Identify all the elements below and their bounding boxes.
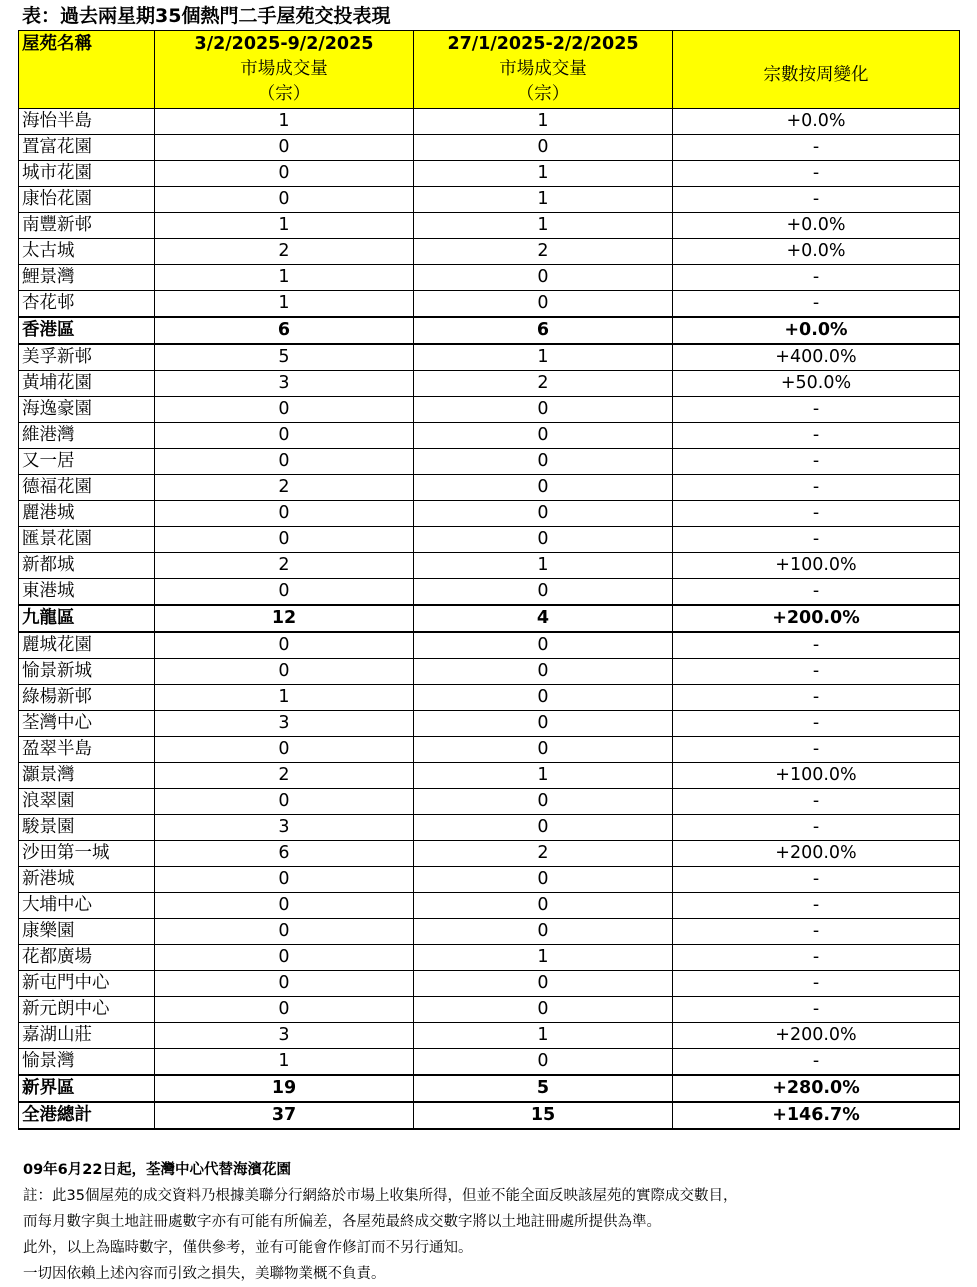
estate-name-cell: 新港城 (19, 867, 155, 893)
estate-name-cell: 太古城 (19, 239, 155, 265)
header-period-2-date: 27/1/2025-2/2/2025 (447, 34, 639, 54)
estate-name-cell: 海逸豪園 (19, 397, 155, 423)
period-1-volume-cell: 3 (155, 371, 414, 397)
period-1-volume-cell: 0 (155, 919, 414, 945)
note-heading: 09年6月22日起，荃灣中心代替海濱花園 (23, 1162, 291, 1178)
period-1-volume-cell: 0 (155, 997, 414, 1023)
table-row (19, 789, 960, 815)
period-1-volume-cell: 3 (155, 1023, 414, 1049)
estate-name-cell: 嘉湖山莊 (19, 1023, 155, 1049)
table-title: 表：過去兩星期35個熱門二手屋苑交投表現 (22, 5, 391, 27)
period-2-volume-cell: 0 (414, 997, 673, 1023)
note-line: 一切因依賴上述內容而引致之損失，美聯物業概不負責。 (23, 1266, 386, 1282)
period-1-volume-cell: 0 (155, 449, 414, 475)
weekly-change-cell: +400.0% (673, 344, 960, 371)
weekly-change-cell: - (673, 815, 960, 841)
weekly-change-cell: +100.0% (673, 553, 960, 579)
period-2-volume-cell: 1 (414, 763, 673, 789)
period-2-volume-cell: 1 (414, 1023, 673, 1049)
estate-name-cell: 浪翠園 (19, 789, 155, 815)
period-2-volume-cell: 0 (414, 867, 673, 893)
table-row (19, 135, 960, 161)
table-row (19, 109, 960, 135)
period-2-volume-cell: 1 (414, 187, 673, 213)
weekly-change-cell: - (673, 893, 960, 919)
estate-name-cell: 駿景園 (19, 815, 155, 841)
period-2-volume-cell: 15 (414, 1102, 673, 1129)
table-row (19, 919, 960, 945)
table-row (19, 161, 960, 187)
weekly-change-cell: - (673, 527, 960, 553)
table-row (19, 997, 960, 1023)
estate-name-cell: 愉景新城 (19, 659, 155, 685)
period-2-volume-cell: 2 (414, 371, 673, 397)
weekly-change-cell: - (673, 135, 960, 161)
header-period-2-unit: （宗） (516, 84, 570, 104)
estate-name-cell: 杏花邨 (19, 291, 155, 318)
estate-name-cell: 匯景花園 (19, 527, 155, 553)
header-estate-name: 屋苑名稱 (19, 31, 155, 109)
estate-name-cell: 海怡半島 (19, 109, 155, 135)
estate-name-cell: 新元朗中心 (19, 997, 155, 1023)
header-period-1-unit: （宗） (257, 84, 311, 104)
period-1-volume-cell: 1 (155, 265, 414, 291)
weekly-change-cell: - (673, 1049, 960, 1076)
period-1-volume-cell: 0 (155, 135, 414, 161)
period-1-volume-cell: 0 (155, 187, 414, 213)
table-row (19, 763, 960, 789)
estate-name-cell: 新都城 (19, 553, 155, 579)
period-1-volume-cell: 0 (155, 893, 414, 919)
period-1-volume-cell: 19 (155, 1075, 414, 1102)
estate-name-cell: 大埔中心 (19, 893, 155, 919)
table-row (19, 344, 960, 371)
estate-name-cell: 全港總計 (19, 1102, 155, 1129)
estate-name-cell: 城市花園 (19, 161, 155, 187)
period-1-volume-cell: 12 (155, 605, 414, 632)
period-2-volume-cell: 0 (414, 449, 673, 475)
header-period-1-label: 市場成交量 (240, 59, 328, 79)
weekly-change-cell: - (673, 501, 960, 527)
table-header (19, 31, 960, 109)
table-row (19, 265, 960, 291)
header-period-2 (414, 31, 673, 109)
table-row (19, 291, 960, 318)
period-1-volume-cell: 0 (155, 423, 414, 449)
weekly-change-cell: - (673, 711, 960, 737)
period-1-volume-cell: 0 (155, 867, 414, 893)
weekly-change-cell: +50.0% (673, 371, 960, 397)
estate-name-cell: 南豐新邨 (19, 213, 155, 239)
period-2-volume-cell: 0 (414, 527, 673, 553)
estate-name-cell: 荃灣中心 (19, 711, 155, 737)
table-row (19, 945, 960, 971)
period-2-volume-cell: 6 (414, 317, 673, 344)
weekly-change-cell: - (673, 397, 960, 423)
period-1-volume-cell: 2 (155, 763, 414, 789)
estate-name-cell: 德福花園 (19, 475, 155, 501)
table-row (19, 737, 960, 763)
estate-name-cell: 新界區 (19, 1075, 155, 1102)
period-1-volume-cell: 0 (155, 737, 414, 763)
period-1-volume-cell: 0 (155, 161, 414, 187)
estate-name-cell: 香港區 (19, 317, 155, 344)
weekly-change-cell: - (673, 945, 960, 971)
estate-name-cell: 鯉景灣 (19, 265, 155, 291)
period-1-volume-cell: 0 (155, 659, 414, 685)
period-1-volume-cell: 3 (155, 711, 414, 737)
period-2-volume-cell: 2 (414, 239, 673, 265)
weekly-change-cell: - (673, 737, 960, 763)
period-2-volume-cell: 0 (414, 711, 673, 737)
weekly-change-cell: - (673, 919, 960, 945)
estate-name-cell: 愉景灣 (19, 1049, 155, 1076)
estate-name-cell: 麗港城 (19, 501, 155, 527)
table-row (19, 841, 960, 867)
header-period-2-label: 市場成交量 (499, 59, 587, 79)
table-row (19, 971, 960, 997)
district-subtotal-row (19, 317, 960, 344)
weekly-change-cell: - (673, 685, 960, 711)
period-2-volume-cell: 1 (414, 553, 673, 579)
weekly-change-cell: - (673, 291, 960, 318)
period-1-volume-cell: 2 (155, 475, 414, 501)
weekly-change-cell: - (673, 579, 960, 606)
header-period-1 (155, 31, 414, 109)
weekly-change-cell: - (673, 475, 960, 501)
period-2-volume-cell: 1 (414, 344, 673, 371)
period-2-volume-cell: 1 (414, 213, 673, 239)
table-row (19, 867, 960, 893)
weekly-change-cell: +100.0% (673, 763, 960, 789)
period-2-volume-cell: 0 (414, 423, 673, 449)
table-row (19, 815, 960, 841)
estate-name-cell: 又一居 (19, 449, 155, 475)
table-row (19, 711, 960, 737)
period-1-volume-cell: 6 (155, 317, 414, 344)
period-2-volume-cell: 0 (414, 737, 673, 763)
estate-name-cell: 康樂園 (19, 919, 155, 945)
weekly-change-cell: +200.0% (673, 1023, 960, 1049)
estate-name-cell: 美孚新邨 (19, 344, 155, 371)
period-2-volume-cell: 0 (414, 685, 673, 711)
period-2-volume-cell: 0 (414, 789, 673, 815)
period-2-volume-cell: 2 (414, 841, 673, 867)
period-1-volume-cell: 0 (155, 527, 414, 553)
weekly-change-cell: +0.0% (673, 213, 960, 239)
weekly-change-cell: +0.0% (673, 317, 960, 344)
estate-name-cell: 康怡花園 (19, 187, 155, 213)
table-row (19, 397, 960, 423)
weekly-change-cell: +200.0% (673, 841, 960, 867)
estate-name-cell: 九龍區 (19, 605, 155, 632)
table-row (19, 475, 960, 501)
period-1-volume-cell: 0 (155, 789, 414, 815)
table-row (19, 527, 960, 553)
period-1-volume-cell: 0 (155, 945, 414, 971)
period-2-volume-cell: 0 (414, 659, 673, 685)
period-2-volume-cell: 5 (414, 1075, 673, 1102)
estate-name-cell: 綠楊新邨 (19, 685, 155, 711)
period-1-volume-cell: 3 (155, 815, 414, 841)
table-row (19, 371, 960, 397)
period-1-volume-cell: 2 (155, 553, 414, 579)
weekly-change-cell: +280.0% (673, 1075, 960, 1102)
weekly-change-cell: - (673, 632, 960, 659)
weekly-change-cell: - (673, 997, 960, 1023)
header-period-1-date: 3/2/2025-9/2/2025 (194, 34, 374, 54)
weekly-change-cell: - (673, 265, 960, 291)
period-2-volume-cell: 0 (414, 815, 673, 841)
period-2-volume-cell: 0 (414, 919, 673, 945)
header-weekly-change: 宗數按周變化 (673, 31, 960, 109)
period-1-volume-cell: 0 (155, 971, 414, 997)
period-2-volume-cell: 0 (414, 1049, 673, 1076)
period-2-volume-cell: 0 (414, 971, 673, 997)
estate-name-cell: 麗城花園 (19, 632, 155, 659)
estate-name-cell: 黃埔花園 (19, 371, 155, 397)
weekly-change-cell: - (673, 659, 960, 685)
estate-name-cell: 新屯門中心 (19, 971, 155, 997)
period-2-volume-cell: 0 (414, 632, 673, 659)
table-row (19, 501, 960, 527)
weekly-change-cell: - (673, 161, 960, 187)
table-row (19, 659, 960, 685)
period-1-volume-cell: 0 (155, 579, 414, 606)
estate-name-cell: 花都廣場 (19, 945, 155, 971)
weekly-change-cell: - (673, 449, 960, 475)
period-2-volume-cell: 1 (414, 945, 673, 971)
table-row (19, 632, 960, 659)
period-2-volume-cell: 1 (414, 109, 673, 135)
table-row (19, 1049, 960, 1076)
district-subtotal-row (19, 605, 960, 632)
grand-total-row (19, 1102, 960, 1129)
period-2-volume-cell: 0 (414, 893, 673, 919)
period-2-volume-cell: 0 (414, 397, 673, 423)
weekly-change-cell: - (673, 789, 960, 815)
weekly-change-cell: - (673, 423, 960, 449)
table-row (19, 423, 960, 449)
table-row (19, 239, 960, 265)
estate-name-cell: 沙田第一城 (19, 841, 155, 867)
period-1-volume-cell: 0 (155, 632, 414, 659)
period-1-volume-cell: 37 (155, 1102, 414, 1129)
period-2-volume-cell: 0 (414, 579, 673, 606)
district-subtotal-row (19, 1075, 960, 1102)
table-row (19, 579, 960, 606)
period-2-volume-cell: 0 (414, 291, 673, 318)
header-row (19, 31, 960, 109)
period-1-volume-cell: 1 (155, 1049, 414, 1076)
weekly-change-cell: +0.0% (673, 239, 960, 265)
table-row (19, 893, 960, 919)
estate-name-cell: 維港灣 (19, 423, 155, 449)
table-row (19, 553, 960, 579)
period-1-volume-cell: 2 (155, 239, 414, 265)
footnotes (23, 1157, 968, 1287)
period-1-volume-cell: 1 (155, 685, 414, 711)
period-1-volume-cell: 0 (155, 397, 414, 423)
period-1-volume-cell: 1 (155, 109, 414, 135)
transaction-table (18, 30, 960, 1130)
note-line: 此外，以上為臨時數字，僅供參考，並有可能會作修訂而不另行通知。 (23, 1240, 473, 1256)
period-1-volume-cell: 1 (155, 291, 414, 318)
note-line: 註：此35個屋苑的成交資料乃根據美聯分行網絡於市場上收集所得，但並不能全面反映該屋苑的實際成交數目， (23, 1188, 738, 1204)
table-body (19, 109, 960, 1130)
period-1-volume-cell: 1 (155, 213, 414, 239)
weekly-change-cell: +146.7% (673, 1102, 960, 1129)
table-row (19, 685, 960, 711)
period-2-volume-cell: 1 (414, 161, 673, 187)
period-2-volume-cell: 0 (414, 135, 673, 161)
period-2-volume-cell: 0 (414, 501, 673, 527)
weekly-change-cell: - (673, 867, 960, 893)
note-line: 而每月數字與土地註冊處數字亦有可能有所偏差，各屋苑最終成交數字將以土地註冊處所提供為準。 (23, 1214, 661, 1230)
weekly-change-cell: +200.0% (673, 605, 960, 632)
table-row (19, 213, 960, 239)
period-1-volume-cell: 5 (155, 344, 414, 371)
weekly-change-cell: +0.0% (673, 109, 960, 135)
estate-name-cell: 東港城 (19, 579, 155, 606)
period-1-volume-cell: 6 (155, 841, 414, 867)
weekly-change-cell: - (673, 187, 960, 213)
estate-name-cell: 灝景灣 (19, 763, 155, 789)
table-row (19, 449, 960, 475)
weekly-change-cell: - (673, 971, 960, 997)
estate-name-cell: 置富花園 (19, 135, 155, 161)
period-2-volume-cell: 0 (414, 265, 673, 291)
table-row (19, 1023, 960, 1049)
estate-name-cell: 盈翠半島 (19, 737, 155, 763)
period-2-volume-cell: 0 (414, 475, 673, 501)
period-2-volume-cell: 4 (414, 605, 673, 632)
period-1-volume-cell: 0 (155, 501, 414, 527)
table-row (19, 187, 960, 213)
